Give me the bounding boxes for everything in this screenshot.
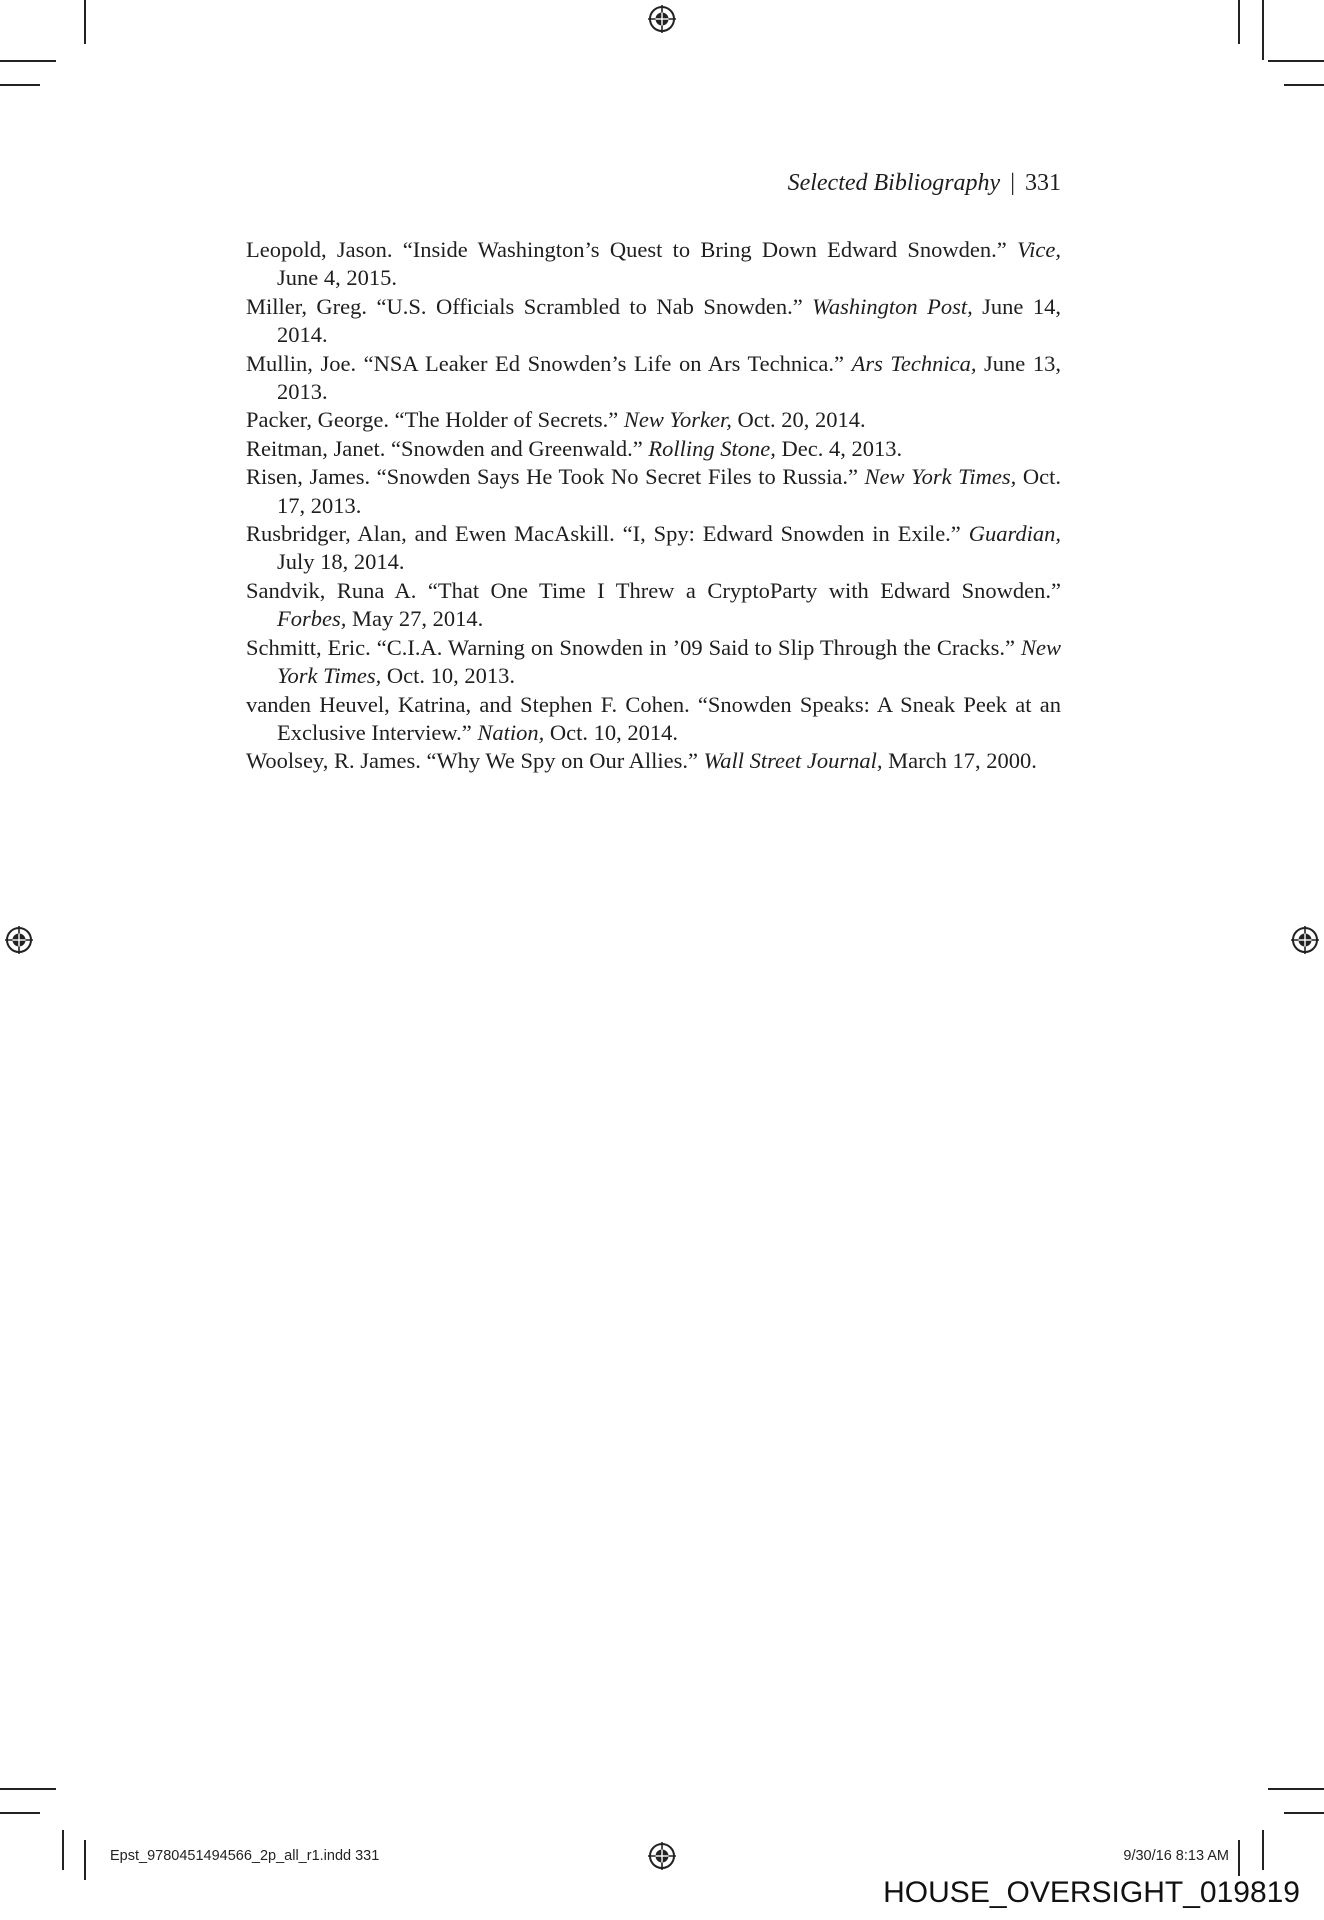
entry-citation: Schmitt, Eric. “C.I.A. Warning on Snowden in ’09 Said to Slip Through the Cracks.” — [246, 634, 1021, 660]
bibliography-list — [246, 236, 1061, 776]
entry-citation: Woolsey, R. James. “Why We Spy on Our Allies.” — [246, 748, 704, 774]
crop-mark — [0, 84, 40, 86]
entry-date: Dec. 4, 2013. — [775, 435, 903, 461]
entry-publication: Washington Post, — [812, 293, 973, 319]
entry-date: July 18, 2014. — [277, 549, 405, 575]
header-separator: | — [1010, 170, 1015, 196]
entry-publication: Vice, — [1017, 237, 1061, 262]
entry-date: Oct. 20, 2014. — [731, 407, 866, 433]
bibliography-entry — [246, 747, 1061, 775]
crop-mark — [1262, 0, 1264, 60]
crop-mark — [1284, 1812, 1324, 1814]
bates-number: HOUSE_OVERSIGHT_019819 — [883, 1876, 1300, 1909]
entry-publication: Ars Technica, — [851, 350, 977, 376]
entry-date: June 14, 2014. — [277, 293, 1061, 348]
entry-citation: Reitman, Janet. “Snowden and Greenwald.” — [246, 435, 649, 461]
page-number: 331 — [1025, 170, 1061, 196]
entry-citation: vanden Heuvel, Katrina, and Stephen F. Cohen. “Snowden Speaks: A Sneak Peek at an Exclusive Interview.” — [246, 691, 1061, 745]
entry-citation: Rusbridger, Alan, and Ewen MacAskill. “I, Spy: Edward Snowden in Exile.” — [246, 521, 969, 547]
crop-mark — [1262, 1830, 1264, 1870]
entry-date: March 17, 2000. — [882, 748, 1037, 774]
crop-mark — [1284, 84, 1324, 86]
entry-publication: Rolling Stone, — [648, 435, 776, 461]
slug-filename: Epst_9780451494566_2p_all_r1.indd 331 — [110, 1848, 380, 1864]
registration-mark-icon — [648, 1842, 676, 1870]
section-title: Selected Bibliography — [787, 170, 1001, 196]
crop-mark — [1268, 60, 1324, 62]
bibliography-entry — [246, 634, 1061, 691]
crop-mark — [1238, 1840, 1240, 1876]
crop-mark — [84, 1840, 86, 1880]
entry-citation: Sandvik, Runa A. “That One Time I Threw a CryptoParty with Edward Snowden.” — [246, 577, 1061, 603]
bibliography-entry — [246, 293, 1061, 350]
bibliography-entry — [246, 463, 1061, 520]
entry-citation: Mullin, Joe. “NSA Leaker Ed Snowden’s Life on Ars Technica.” — [246, 350, 852, 376]
registration-mark-icon — [1291, 926, 1319, 954]
entry-citation: Risen, James. “Snowden Says He Took No Secret Files to Russia.” — [246, 464, 865, 490]
crop-mark — [0, 1812, 40, 1814]
bibliography-entry — [246, 406, 1061, 434]
crop-mark — [62, 1830, 64, 1870]
entry-citation: Miller, Greg. “U.S. Officials Scrambled to Nab Snowden.” — [246, 293, 813, 319]
crop-mark — [84, 0, 86, 44]
running-header — [788, 170, 1061, 197]
bibliography-entry — [246, 520, 1061, 577]
bibliography-entry — [246, 435, 1061, 463]
bibliography-entry — [246, 350, 1061, 407]
entry-date: Oct. 10, 2013. — [381, 663, 515, 689]
entry-publication: New Yorker, — [623, 407, 732, 433]
bibliography-entry — [246, 691, 1061, 748]
crop-mark — [1238, 0, 1240, 44]
crop-mark — [0, 60, 56, 62]
bibliography-entry — [246, 577, 1061, 634]
entry-citation: Packer, George. “The Holder of Secrets.” — [246, 407, 624, 433]
entry-publication: New York Times, — [277, 634, 1061, 689]
crop-mark — [1268, 1788, 1324, 1790]
entry-date: Oct. 17, 2013. — [277, 464, 1061, 518]
entry-publication: Guardian, — [968, 521, 1061, 547]
entry-publication: New York Times, — [864, 464, 1017, 490]
crop-mark — [0, 1788, 56, 1790]
entry-date: June 4, 2015. — [277, 265, 397, 291]
entry-publication: Wall Street Journal, — [703, 748, 883, 774]
entry-date: June 13, 2013. — [277, 350, 1061, 405]
entry-date: Oct. 10, 2014. — [544, 719, 678, 745]
entry-date: May 27, 2014. — [346, 606, 484, 632]
entry-publication: Forbes, — [277, 606, 347, 632]
slug-datetime: 9/30/16 8:13 AM — [1123, 1848, 1229, 1864]
registration-mark-icon — [5, 926, 33, 954]
entry-citation: Leopold, Jason. “Inside Washington’s Quest to Bring Down Edward Snowden.” — [246, 237, 1018, 262]
registration-mark-icon — [648, 5, 676, 33]
bibliography-entry — [246, 236, 1061, 293]
entry-publication: Nation, — [477, 719, 545, 745]
